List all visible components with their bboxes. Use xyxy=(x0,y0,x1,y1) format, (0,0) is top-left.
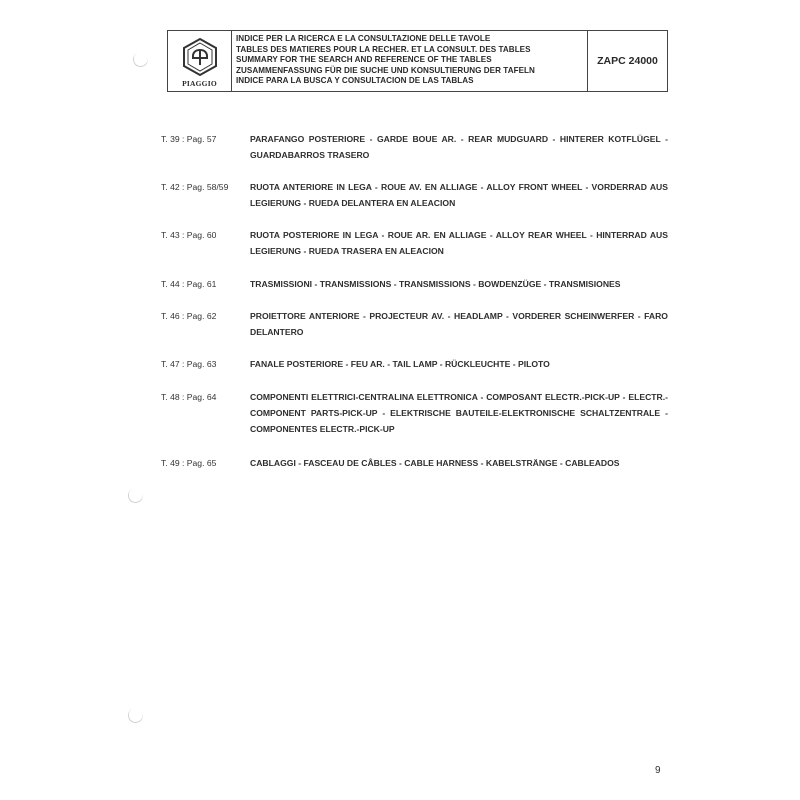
entry-text: TRASMISSIONI - TRANSMISSIONS - TRANSMISSIONS - BOWDENZÜGE - TRANSMISIONES xyxy=(250,279,621,289)
punch-hole-mark xyxy=(126,706,145,725)
title-line-fr: TABLES DES MATIERES POUR LA RECHER. ET LA CONSULT. DES TABLES xyxy=(236,44,531,54)
punch-hole-mark xyxy=(126,486,145,505)
index-entry xyxy=(161,227,681,259)
index-entry xyxy=(161,455,681,471)
index-entry xyxy=(161,389,681,437)
piaggio-logo-icon xyxy=(180,37,220,77)
entry-text: PROIETTORE ANTERIORE - PROJECTEUR AV. - HEADLAMP - VORDERER SCHEINWERFER - FARO DELANTERO xyxy=(250,311,668,337)
entry-ref: T. 42 : Pag. 58/59 xyxy=(161,182,229,192)
entry-text: RUOTA ANTERIORE IN LEGA - ROUE AV. EN ALLIAGE - ALLOY FRONT WHEEL - VORDERRAD AUS LEGIERUNG - RUEDA DELANTERA EN ALEACION xyxy=(250,182,668,208)
punch-hole-mark xyxy=(131,50,150,69)
index-entry xyxy=(161,276,681,292)
title-line-es: INDICE PARA LA BUSCA Y CONSULTACION DE LAS TABLAS xyxy=(236,76,474,86)
entry-ref: T. 49 : Pag. 65 xyxy=(161,458,217,468)
title-line-it: INDICE PER LA RICERCA E LA CONSULTAZIONE DELLE TAVOLE xyxy=(236,34,491,43)
entry-text: PARAFANGO POSTERIORE - GARDE BOUE AR. - REAR MUDGUARD - HINTERER KOTFLÜGEL - GUARDABARROS TRASERO xyxy=(250,134,668,160)
index-entry xyxy=(161,356,681,372)
entry-ref: T. 43 : Pag. 60 xyxy=(161,230,217,240)
title-line-de: ZUSAMMENFASSUNG FÜR DIE SUCHE UND KONSULTIERUNG DER TAFELN xyxy=(236,65,535,75)
entry-text: CABLAGGI - FASCEAU DE CÂBLES - CABLE HARNESS - KABELSTRÄNGE - CABLEADOS xyxy=(250,458,620,468)
header-titles xyxy=(232,31,588,91)
entry-ref: T. 48 : Pag. 64 xyxy=(161,392,217,402)
index-entry xyxy=(161,131,681,163)
entry-ref: T. 46 : Pag. 62 xyxy=(161,311,217,321)
page-number: 9 xyxy=(655,765,661,776)
logo-cell xyxy=(168,31,232,91)
title-line-en: SUMMARY FOR THE SEARCH AND REFERENCE OF THE TABLES xyxy=(236,55,492,65)
entry-ref: T. 44 : Pag. 61 xyxy=(161,279,217,289)
logo-label: PIAGGIO xyxy=(182,79,217,88)
entry-text: FANALE POSTERIORE - FEU AR. - TAIL LAMP - RÜCKLEUCHTE - PILOTO xyxy=(250,359,550,369)
index-entry xyxy=(161,179,681,211)
document-code: ZAPC 24000 xyxy=(597,55,658,67)
entry-ref: T. 47 : Pag. 63 xyxy=(161,359,217,369)
entry-text: RUOTA POSTERIORE IN LEGA - ROUE AR. EN ALLIAGE - ALLOY REAR WHEEL - HINTERRAD AUS LEGIERUNG - RUEDA TRASERA EN ALEACION xyxy=(250,230,668,256)
entry-ref: T. 39 : Pag. 57 xyxy=(161,134,217,144)
index-entry xyxy=(161,308,681,340)
header-box xyxy=(167,30,668,92)
entry-text: COMPONENTI ELETTRICI-CENTRALINA ELETTRONICA - COMPOSANT ELECTR.-PICK-UP - ELECTR.-COMPONENT PARTS-PICK-UP - ELEKTRISCHE BAUTEILE-ELEKTRONISCHE SCHALTZENTRALE - COMPONENTES ELECTR.-PICK-UP xyxy=(250,392,668,434)
